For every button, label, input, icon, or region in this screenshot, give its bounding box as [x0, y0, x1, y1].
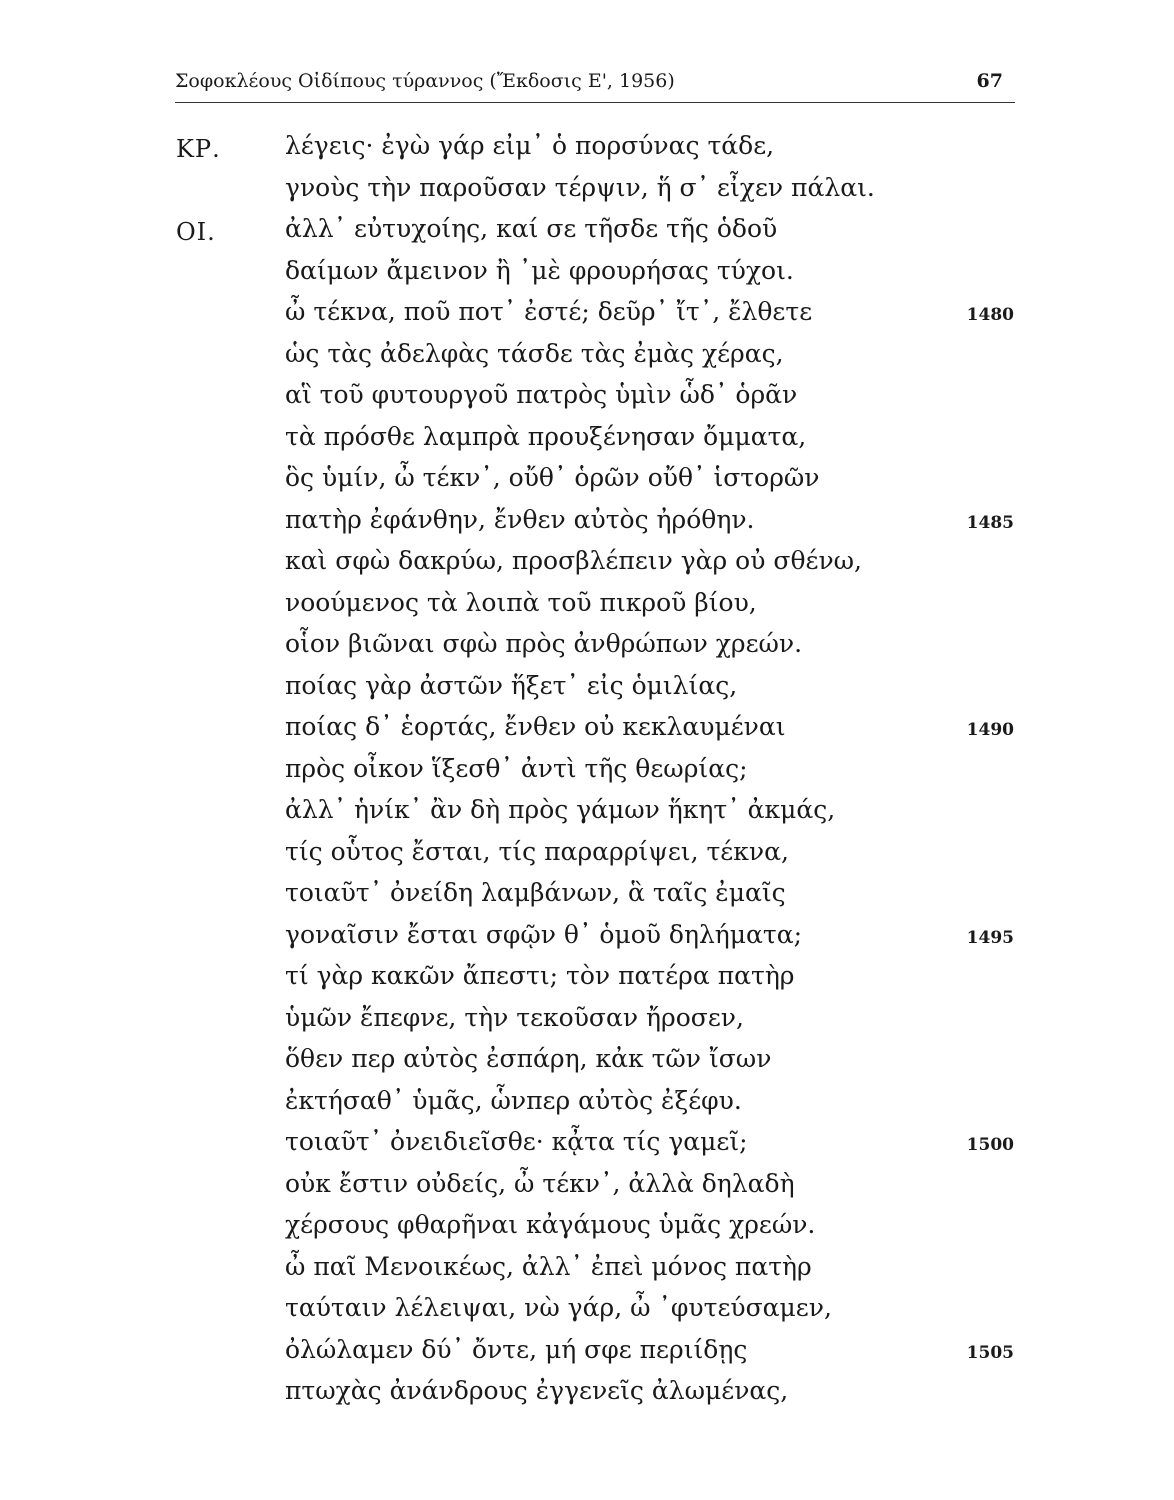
verse-line: [0, 173, 1174, 215]
verse-text: χέρσους φθαρῆναι κἀγάμους ὑμᾶς χρεών.: [285, 1210, 816, 1239]
verse-line: [0, 837, 1174, 879]
verse-line: [0, 339, 1174, 381]
verse-line: [0, 1169, 1174, 1211]
verse-line: [0, 629, 1174, 671]
verse-line: [0, 256, 1174, 298]
running-header: [175, 68, 1015, 103]
verse-text: τί γὰρ κακῶν ἄπεστι; τὸν πατέρα πατὴρ: [285, 961, 795, 990]
verse-text: ὀλώλαμεν δύ᾽ ὄντε, μή σφε περιίδῃς: [285, 1334, 748, 1364]
verse-line: [0, 795, 1174, 837]
verse-line: [0, 297, 1174, 339]
verse-line: [0, 712, 1174, 754]
verse-text: ὑμῶν ἔπεφνε, τὴν τεκοῦσαν ἤροσεν,: [285, 1002, 744, 1032]
verse-text: τοιαῦτ᾽ ὀνειδιεῖσθε· κᾆτα τίς γαμεῖ;: [285, 1127, 748, 1156]
verse-line: [0, 1086, 1174, 1128]
verse-text: ὡς τὰς ἀδελφὰς τάσδε τὰς ἐμὰς χέρας,: [285, 338, 784, 368]
verse-line: [0, 131, 1174, 173]
verse-line: [0, 1293, 1174, 1335]
verse-text: ταύταιν λέλειψαι, νὼ γάρ, ὦ ᾽φυτεύσαμεν,: [285, 1293, 832, 1322]
verse-line: [0, 1376, 1174, 1418]
line-number: 1485: [966, 512, 1014, 533]
line-number: 1505: [966, 1342, 1014, 1363]
running-title: Σοφοκλέους Οἰδίπους τύραννος (Ἔκδοσις Ε', 1956): [175, 70, 675, 92]
line-number: 1495: [966, 927, 1014, 948]
verse-line: [0, 588, 1174, 630]
verse-text: ἀλλ᾽ εὐτυχοίης, καί σε τῆσδε τῆς ὁδοῦ: [285, 214, 778, 243]
verse-line: [0, 1210, 1174, 1252]
verse-text: ὦ τέκνα, ποῦ ποτ᾽ ἐστέ; δεῦρ᾽ ἴτ᾽, ἔλθετε: [285, 297, 813, 326]
verse-text: ὃς ὑμίν, ὦ τέκν᾽, οὔθ᾽ ὁρῶν οὔθ᾽ ἱστορῶν: [285, 463, 820, 492]
line-number: 1480: [966, 305, 1014, 325]
verse-line: [0, 1335, 1174, 1377]
verse-text: ποίας γὰρ ἀστῶν ἥξετ᾽ εἰς ὁμιλίας,: [285, 670, 738, 700]
verse-text: ἀλλ᾽ ἡνίκ᾽ ἂν δὴ πρὸς γάμων ἥκητ᾽ ἀκμάς,: [285, 795, 836, 824]
verse-line: [0, 214, 1174, 256]
verse-line: [0, 380, 1174, 422]
verse-line: [0, 505, 1174, 547]
verse-text: ὅθεν περ αὐτὸς ἐσπάρη, κἀκ τῶν ἴσων: [285, 1044, 772, 1073]
verse-line: [0, 920, 1174, 962]
verse-line: [0, 1003, 1174, 1045]
verse-line: [0, 1127, 1174, 1169]
verse-text: καὶ σφὼ δακρύω, προσβλέπειν γὰρ οὐ σθένω,: [285, 546, 862, 575]
verse-text: ποίας δ᾽ ἑορτάς, ἔνθεν οὐ κεκλαυμέναι: [285, 712, 786, 741]
verse-text: οὐκ ἔστιν οὐδείς, ὦ τέκν᾽, ἀλλὰ δηλαδὴ: [285, 1168, 795, 1198]
page-number: 67: [976, 70, 1003, 92]
verse-text: τίς οὗτος ἔσται, τίς παραρρίψει, τέκνα,: [285, 836, 789, 866]
verse-text: πτωχὰς ἀνάνδρους ἐγγενεῖς ἀλωμένας,: [285, 1376, 789, 1405]
verse-text: οἷον βιῶναι σφὼ πρὸς ἀνθρώπων χρεών.: [285, 629, 803, 658]
verse-text: δαίμων ἄμεινον ἢ ᾽μὲ φρουρήσας τύχοι.: [285, 255, 794, 285]
verse-text: ὦ παῖ Μενοικέως, ἀλλ᾽ ἐπεὶ μόνος πατὴρ: [285, 1251, 812, 1281]
verse-line: [0, 1044, 1174, 1086]
verse-line: [0, 546, 1174, 588]
line-number: 1500: [966, 1135, 1014, 1155]
verse-text: πατὴρ ἐφάνθην, ἔνθεν αὐτὸς ἠρόθην.: [285, 504, 755, 534]
verse-line: [0, 754, 1174, 796]
verse-line: [0, 463, 1174, 505]
speaker-label: ΚΡ.: [176, 135, 221, 163]
verse-text: αἳ τοῦ φυτουργοῦ πατρὸς ὑμὶν ὧδ᾽ ὁρᾶν: [285, 380, 798, 409]
verse-text: γνοὺς τὴν παροῦσαν τέρψιν, ἥ σ᾽ εἶχεν πάλαι.: [285, 172, 875, 202]
verse-text: τὰ πρόσθε λαμπρὰ προυξένησαν ὄμματα,: [285, 421, 807, 451]
verse-text: τοιαῦτ᾽ ὀνείδη λαμβάνων, ἃ ταῖς ἐμαῖς: [285, 878, 786, 907]
verse-line: [0, 961, 1174, 1003]
line-number: 1490: [966, 720, 1014, 740]
verse-text: λέγεις· ἐγὼ γάρ εἰμ᾽ ὁ πορσύνας τάδε,: [285, 131, 775, 160]
verse-block: [0, 131, 1174, 1418]
verse-text: νοούμενος τὰ λοιπὰ τοῦ πικροῦ βίου,: [285, 587, 757, 617]
verse-text: γοναῖσιν ἔσται σφῷν θ᾽ ὁμοῦ δηλήματα;: [285, 919, 803, 949]
verse-line: [0, 422, 1174, 464]
speaker-label: ΟΙ.: [176, 218, 216, 246]
verse-line: [0, 1252, 1174, 1294]
verse-line: [0, 671, 1174, 713]
verse-text: πρὸς οἶκον ἵξεσθ᾽ ἀντὶ τῆς θεωρίας;: [285, 753, 748, 783]
verse-text: ἐκτήσαθ᾽ ὑμᾶς, ὧνπερ αὐτὸς ἐξέφυ.: [285, 1085, 742, 1115]
verse-line: [0, 878, 1174, 920]
